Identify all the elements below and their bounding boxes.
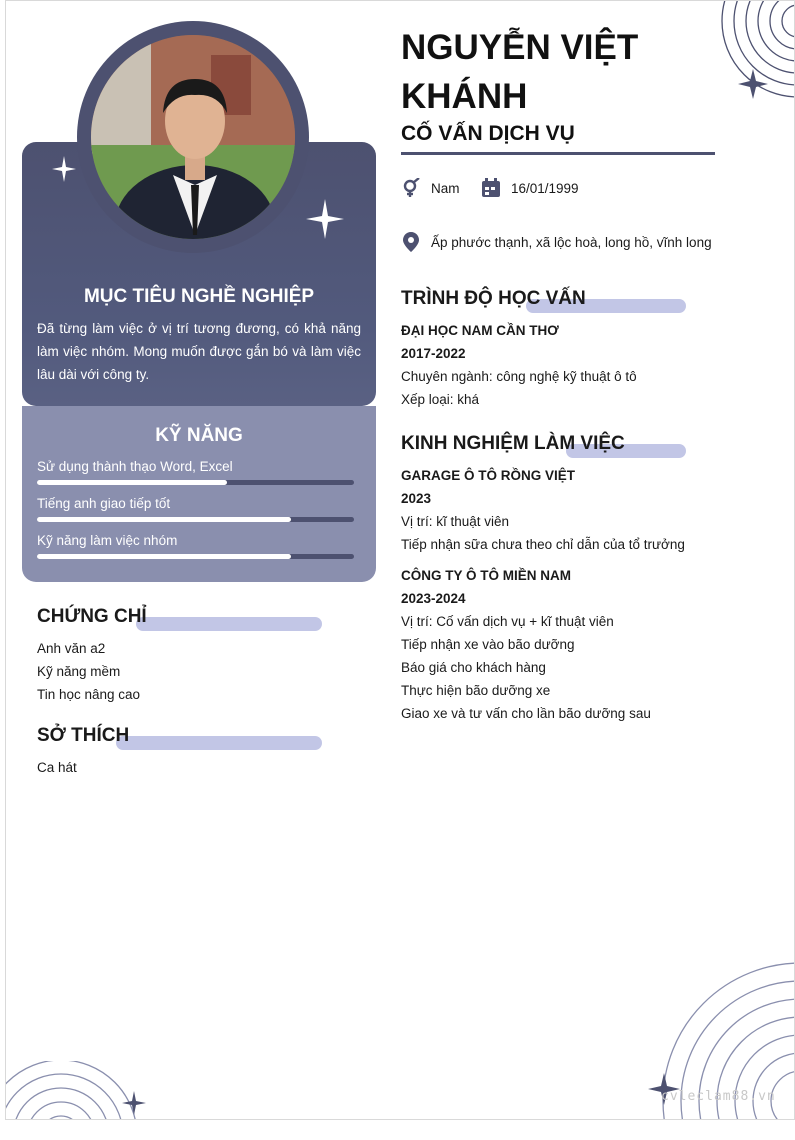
job-years: 2023-2024 [401,591,466,606]
certificate-item: Tin học nâng cao [37,687,141,702]
company-name: GARAGE Ô TÔ RỒNG VIỆT [401,468,576,483]
skill-bar-fill [37,517,291,522]
job-detail: Tiếp nhận sữa chưa theo chỉ dẫn của tổ trưởng [401,537,685,552]
experience-title: KINH NGHIỆM LÀM VIỆC [401,433,625,454]
job-years: 2023 [401,491,432,506]
job-detail: Giao xe và tư vấn cho lần bão dưỡng sau [401,706,651,721]
job-detail: Vị trí: kĩ thuật viên [401,514,510,529]
skill-bar [37,480,354,485]
job-title: CỐ VẤN DỊCH VỤ [401,122,575,145]
skill-bar [37,554,354,559]
watermark: cvleclam88.vn [661,1089,776,1104]
job-detail: Báo giá cho khách hàng [401,660,546,675]
hobbies-title: SỞ THÍCH [37,725,130,746]
company-name: CÔNG TY Ô TÔ MIỀN NAM [401,568,572,583]
divider [401,152,715,155]
sparkle-icon [306,199,344,239]
skill-bar-fill [37,480,227,485]
candidate-name: NGUYỄN VIỆT KHÁNH [401,28,639,116]
skill-label: Kỹ năng làm việc nhóm [37,533,178,548]
location-icon [401,232,421,252]
address-value: Ấp phước thạnh, xã lộc hoà, long hồ, vĩnh long [431,235,712,250]
school-name: ĐẠI HỌC NAM CẦN THƠ [401,323,559,338]
skill-bar [37,517,354,522]
education-years: 2017-2022 [401,346,466,361]
sparkle-icon [52,156,76,182]
skill-label: Tiếng anh giao tiếp tốt [37,496,171,511]
skill-bar-fill [37,554,291,559]
heading-highlight [116,736,322,750]
skills-title: KỸ NĂNG [155,425,243,446]
skill-label: Sử dụng thành thạo Word, Excel [37,459,233,474]
birthdate-value: 16/01/1999 [511,181,579,196]
certificate-item: Kỹ năng mềm [37,664,121,679]
calendar-icon [481,178,501,198]
gender-icon [401,178,421,198]
objective-title: MỤC TIÊU NGHỀ NGHIỆP [83,286,315,307]
hobby-item: Ca hát [37,760,77,775]
cv-page [5,0,795,1120]
job-detail: Tiếp nhận xe vào bão dưỡng [401,637,575,652]
education-title: TRÌNH ĐỘ HỌC VẤN [401,288,586,309]
avatar [91,35,295,239]
arc-decoration-bottom-left [6,1061,156,1120]
certificates-title: CHỨNG CHỈ [37,606,147,627]
objective-text: Đã từng làm việc ở vị trí tương đương, có khả năng làm việc nhóm. Mong muốn được gắn bó và làm việc lâu dài với công ty. [37,321,361,382]
heading-highlight [136,617,322,631]
education-grade: Xếp loại: khá [401,392,480,407]
certificate-item: Anh văn a2 [37,641,106,656]
job-detail: Vị trí: Cố vấn dịch vụ + kĩ thuật viên [401,614,614,629]
job-detail: Thực hiện bão dưỡng xe [401,683,551,698]
education-major: Chuyên ngành: công nghệ kỹ thuật ô tô [401,369,637,384]
gender-value: Nam [431,181,460,196]
